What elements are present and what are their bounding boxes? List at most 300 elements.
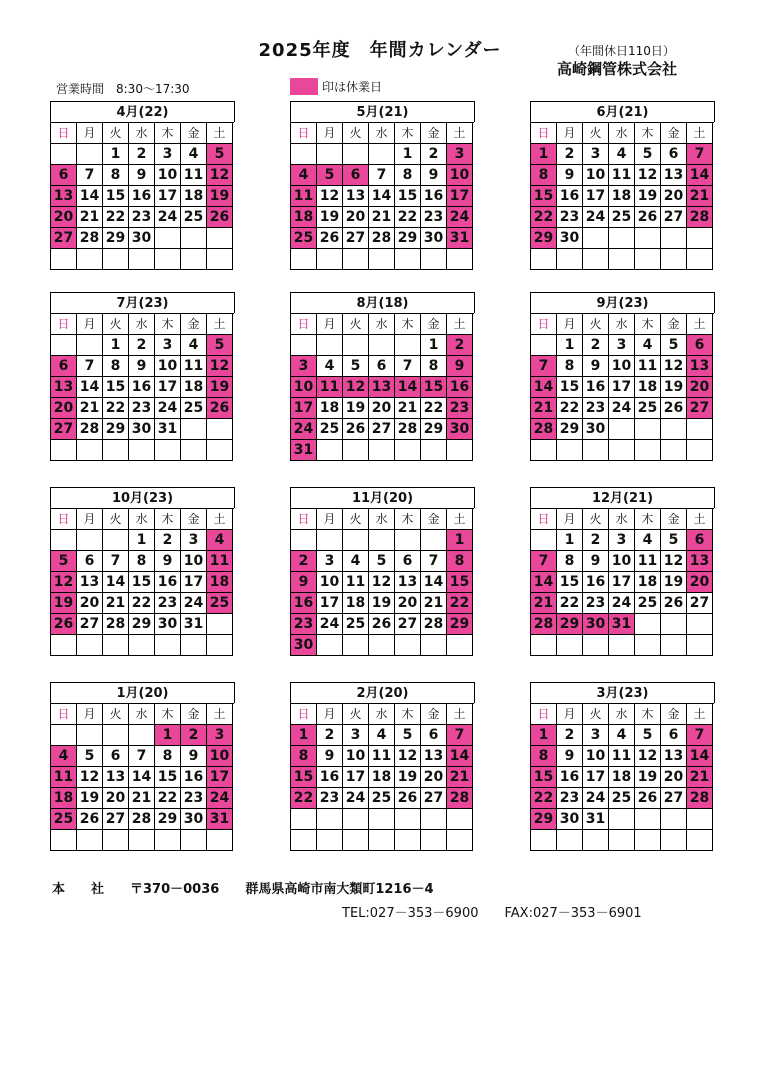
day-cell: 9 — [447, 356, 473, 377]
weekday-header: 火 — [583, 509, 609, 530]
weekday-header: 金 — [181, 509, 207, 530]
month-calendar — [530, 292, 715, 461]
weekday-header: 日 — [291, 314, 317, 335]
day-cell: 11 — [181, 165, 207, 186]
weekday-header: 水 — [129, 123, 155, 144]
empty-cell — [661, 614, 687, 635]
weekday-header: 土 — [447, 704, 473, 725]
day-cell: 4 — [207, 530, 233, 551]
weekday-header: 日 — [531, 123, 557, 144]
day-cell: 11 — [51, 767, 77, 788]
day-cell: 8 — [155, 746, 181, 767]
empty-cell — [291, 249, 317, 270]
weekday-header: 木 — [155, 509, 181, 530]
day-cell: 28 — [103, 614, 129, 635]
day-cell: 1 — [155, 725, 181, 746]
empty-cell — [395, 249, 421, 270]
day-cell: 4 — [181, 144, 207, 165]
day-cell: 13 — [51, 186, 77, 207]
empty-cell — [661, 228, 687, 249]
day-cell: 5 — [207, 144, 233, 165]
weekday-header: 木 — [635, 314, 661, 335]
day-cell: 9 — [557, 746, 583, 767]
day-cell: 26 — [51, 614, 77, 635]
day-cell: 15 — [447, 572, 473, 593]
month-grid — [50, 122, 234, 270]
day-cell: 4 — [635, 335, 661, 356]
day-cell: 9 — [155, 551, 181, 572]
empty-cell — [51, 530, 77, 551]
empty-cell — [291, 144, 317, 165]
empty-cell — [557, 830, 583, 851]
empty-cell — [103, 249, 129, 270]
empty-cell — [395, 440, 421, 461]
day-cell: 3 — [447, 144, 473, 165]
weekday-header: 土 — [207, 123, 233, 144]
business-hours: 営業時間 8:30～17:30 — [56, 82, 190, 96]
day-cell: 26 — [207, 398, 233, 419]
empty-cell — [557, 249, 583, 270]
day-cell: 19 — [395, 767, 421, 788]
day-cell: 8 — [129, 551, 155, 572]
empty-cell — [155, 249, 181, 270]
empty-cell — [635, 440, 661, 461]
empty-cell — [343, 530, 369, 551]
day-cell: 17 — [583, 186, 609, 207]
month-header: 12月(21) — [530, 487, 715, 508]
month-header: 4月(22) — [50, 101, 235, 122]
weekday-header: 月 — [77, 123, 103, 144]
day-cell: 7 — [103, 551, 129, 572]
month-calendar — [50, 101, 235, 270]
day-cell: 4 — [291, 165, 317, 186]
footer-contact: TEL:027－353－6900 FAX:027－353－6901 — [342, 906, 642, 921]
weekday-header: 月 — [317, 704, 343, 725]
day-cell: 16 — [557, 186, 583, 207]
day-cell: 24 — [155, 207, 181, 228]
empty-cell — [661, 635, 687, 656]
empty-cell — [343, 635, 369, 656]
day-cell: 16 — [291, 593, 317, 614]
day-cell: 15 — [531, 767, 557, 788]
empty-cell — [609, 635, 635, 656]
day-cell: 30 — [421, 228, 447, 249]
day-cell: 7 — [369, 165, 395, 186]
empty-cell — [395, 635, 421, 656]
weekday-header: 木 — [155, 123, 181, 144]
day-cell: 5 — [77, 746, 103, 767]
day-cell: 27 — [395, 614, 421, 635]
day-cell: 30 — [557, 809, 583, 830]
empty-cell — [583, 249, 609, 270]
day-cell: 18 — [609, 767, 635, 788]
weekday-header: 日 — [291, 123, 317, 144]
day-cell: 16 — [421, 186, 447, 207]
weekday-header: 木 — [155, 704, 181, 725]
empty-cell — [609, 440, 635, 461]
empty-cell — [181, 635, 207, 656]
empty-cell — [369, 530, 395, 551]
day-cell: 17 — [207, 767, 233, 788]
month-grid — [530, 313, 714, 461]
day-cell: 8 — [395, 165, 421, 186]
empty-cell — [103, 830, 129, 851]
day-cell: 12 — [207, 165, 233, 186]
weekday-header: 木 — [395, 509, 421, 530]
day-cell: 22 — [557, 593, 583, 614]
weekday-header: 日 — [51, 314, 77, 335]
weekday-header: 土 — [207, 314, 233, 335]
empty-cell — [155, 635, 181, 656]
month-grid — [290, 313, 474, 461]
day-cell: 29 — [557, 614, 583, 635]
empty-cell — [343, 144, 369, 165]
empty-cell — [583, 440, 609, 461]
empty-cell — [609, 228, 635, 249]
day-cell: 26 — [207, 207, 233, 228]
empty-cell — [51, 249, 77, 270]
weekday-header: 月 — [317, 314, 343, 335]
day-cell: 29 — [155, 809, 181, 830]
day-cell: 29 — [531, 809, 557, 830]
day-cell: 18 — [291, 207, 317, 228]
day-cell: 1 — [103, 144, 129, 165]
day-cell: 25 — [207, 593, 233, 614]
empty-cell — [291, 530, 317, 551]
month-header: 11月(20) — [290, 487, 475, 508]
day-cell: 18 — [343, 593, 369, 614]
day-cell: 7 — [531, 356, 557, 377]
day-cell: 30 — [155, 614, 181, 635]
empty-cell — [129, 635, 155, 656]
day-cell: 25 — [635, 593, 661, 614]
day-cell: 22 — [103, 207, 129, 228]
day-cell: 25 — [181, 398, 207, 419]
day-cell: 15 — [291, 767, 317, 788]
day-cell: 6 — [343, 165, 369, 186]
day-cell: 17 — [155, 377, 181, 398]
day-cell: 22 — [129, 593, 155, 614]
day-cell: 23 — [557, 788, 583, 809]
empty-cell — [661, 440, 687, 461]
day-cell: 9 — [421, 165, 447, 186]
day-cell: 15 — [557, 377, 583, 398]
day-cell: 28 — [421, 614, 447, 635]
weekday-header: 土 — [687, 314, 713, 335]
day-cell: 14 — [395, 377, 421, 398]
day-cell: 1 — [103, 335, 129, 356]
empty-cell — [51, 635, 77, 656]
weekday-header: 火 — [103, 509, 129, 530]
empty-cell — [421, 530, 447, 551]
empty-cell — [343, 830, 369, 851]
day-cell: 20 — [51, 398, 77, 419]
empty-cell — [635, 635, 661, 656]
day-cell: 26 — [317, 228, 343, 249]
empty-cell — [635, 830, 661, 851]
day-cell: 31 — [291, 440, 317, 461]
month-calendar — [290, 101, 475, 270]
month-header: 10月(23) — [50, 487, 235, 508]
day-cell: 19 — [661, 377, 687, 398]
day-cell: 28 — [447, 788, 473, 809]
empty-cell — [51, 335, 77, 356]
day-cell: 15 — [421, 377, 447, 398]
month-grid — [530, 703, 714, 851]
empty-cell — [77, 530, 103, 551]
day-cell: 27 — [421, 788, 447, 809]
day-cell: 12 — [51, 572, 77, 593]
day-cell: 2 — [129, 335, 155, 356]
day-cell: 11 — [207, 551, 233, 572]
day-cell: 29 — [395, 228, 421, 249]
weekday-header: 木 — [635, 509, 661, 530]
empty-cell — [181, 440, 207, 461]
day-cell: 16 — [129, 186, 155, 207]
month-calendar — [530, 682, 715, 851]
empty-cell — [317, 530, 343, 551]
weekday-header: 木 — [395, 123, 421, 144]
day-cell: 5 — [395, 725, 421, 746]
day-cell: 10 — [207, 746, 233, 767]
empty-cell — [155, 440, 181, 461]
day-cell: 8 — [291, 746, 317, 767]
day-cell: 2 — [447, 335, 473, 356]
month-grid — [530, 508, 714, 656]
weekday-header: 金 — [181, 123, 207, 144]
day-cell: 10 — [291, 377, 317, 398]
day-cell: 16 — [155, 572, 181, 593]
empty-cell — [369, 249, 395, 270]
day-cell: 3 — [317, 551, 343, 572]
weekday-header: 土 — [447, 314, 473, 335]
day-cell: 4 — [369, 725, 395, 746]
day-cell: 14 — [687, 746, 713, 767]
day-cell: 4 — [343, 551, 369, 572]
day-cell: 15 — [155, 767, 181, 788]
day-cell: 18 — [635, 572, 661, 593]
page-title: 2025年度 年間カレンダー — [258, 40, 502, 61]
day-cell: 20 — [103, 788, 129, 809]
day-cell: 27 — [661, 207, 687, 228]
day-cell: 28 — [77, 228, 103, 249]
empty-cell — [531, 335, 557, 356]
day-cell: 10 — [447, 165, 473, 186]
day-cell: 1 — [557, 335, 583, 356]
day-cell: 25 — [635, 398, 661, 419]
empty-cell — [531, 530, 557, 551]
weekday-header: 水 — [369, 704, 395, 725]
weekday-header: 月 — [557, 314, 583, 335]
empty-cell — [421, 249, 447, 270]
empty-cell — [395, 335, 421, 356]
day-cell: 28 — [395, 419, 421, 440]
day-cell: 27 — [103, 809, 129, 830]
day-cell: 5 — [207, 335, 233, 356]
day-cell: 22 — [447, 593, 473, 614]
weekday-header: 日 — [51, 123, 77, 144]
weekday-header: 木 — [635, 123, 661, 144]
day-cell: 15 — [103, 186, 129, 207]
day-cell: 15 — [531, 186, 557, 207]
day-cell: 26 — [635, 788, 661, 809]
empty-cell — [609, 419, 635, 440]
day-cell: 17 — [181, 572, 207, 593]
day-cell: 31 — [155, 419, 181, 440]
empty-cell — [661, 249, 687, 270]
day-cell: 27 — [51, 228, 77, 249]
day-cell: 27 — [687, 593, 713, 614]
day-cell: 6 — [687, 335, 713, 356]
empty-cell — [687, 830, 713, 851]
day-cell: 22 — [531, 788, 557, 809]
day-cell: 25 — [609, 788, 635, 809]
day-cell: 13 — [421, 746, 447, 767]
day-cell: 6 — [51, 165, 77, 186]
day-cell: 27 — [369, 419, 395, 440]
weekday-header: 木 — [635, 704, 661, 725]
day-cell: 30 — [583, 419, 609, 440]
empty-cell — [609, 809, 635, 830]
day-cell: 23 — [583, 398, 609, 419]
day-cell: 9 — [129, 356, 155, 377]
day-cell: 8 — [557, 551, 583, 572]
day-cell: 26 — [661, 593, 687, 614]
day-cell: 11 — [317, 377, 343, 398]
day-cell: 14 — [103, 572, 129, 593]
day-cell: 2 — [129, 144, 155, 165]
empty-cell — [531, 635, 557, 656]
day-cell: 3 — [291, 356, 317, 377]
weekday-header: 火 — [103, 123, 129, 144]
weekday-header: 月 — [77, 314, 103, 335]
weekday-header: 火 — [343, 314, 369, 335]
day-cell: 31 — [181, 614, 207, 635]
day-cell: 3 — [181, 530, 207, 551]
day-cell: 19 — [51, 593, 77, 614]
day-cell: 14 — [129, 767, 155, 788]
empty-cell — [51, 830, 77, 851]
day-cell: 19 — [207, 186, 233, 207]
day-cell: 4 — [317, 356, 343, 377]
day-cell: 10 — [343, 746, 369, 767]
empty-cell — [447, 809, 473, 830]
day-cell: 16 — [583, 572, 609, 593]
empty-cell — [129, 725, 155, 746]
weekday-header: 木 — [155, 314, 181, 335]
day-cell: 30 — [129, 419, 155, 440]
weekday-header: 金 — [421, 704, 447, 725]
weekday-header: 金 — [181, 704, 207, 725]
day-cell: 31 — [609, 614, 635, 635]
day-cell: 14 — [687, 165, 713, 186]
day-cell: 20 — [343, 207, 369, 228]
legend-swatch — [290, 78, 318, 95]
empty-cell — [129, 830, 155, 851]
empty-cell — [687, 440, 713, 461]
empty-cell — [343, 440, 369, 461]
day-cell: 12 — [661, 551, 687, 572]
empty-cell — [557, 440, 583, 461]
day-cell: 21 — [447, 767, 473, 788]
day-cell: 30 — [291, 635, 317, 656]
day-cell: 10 — [155, 165, 181, 186]
weekday-header: 火 — [583, 314, 609, 335]
day-cell: 7 — [421, 551, 447, 572]
empty-cell — [687, 614, 713, 635]
day-cell: 24 — [583, 788, 609, 809]
day-cell: 7 — [129, 746, 155, 767]
empty-cell — [207, 830, 233, 851]
empty-cell — [317, 440, 343, 461]
weekday-header: 水 — [609, 704, 635, 725]
day-cell: 18 — [635, 377, 661, 398]
day-cell: 19 — [369, 593, 395, 614]
day-cell: 28 — [129, 809, 155, 830]
day-cell: 28 — [77, 419, 103, 440]
weekday-header: 火 — [583, 123, 609, 144]
day-cell: 5 — [635, 725, 661, 746]
day-cell: 11 — [609, 165, 635, 186]
month-calendar — [50, 292, 235, 461]
month-header: 5月(21) — [290, 101, 475, 122]
weekday-header: 月 — [557, 123, 583, 144]
day-cell: 14 — [77, 377, 103, 398]
day-cell: 21 — [129, 788, 155, 809]
day-cell: 21 — [531, 398, 557, 419]
day-cell: 3 — [583, 725, 609, 746]
day-cell: 7 — [531, 551, 557, 572]
empty-cell — [369, 335, 395, 356]
weekday-header: 月 — [557, 704, 583, 725]
day-cell: 10 — [155, 356, 181, 377]
empty-cell — [103, 440, 129, 461]
day-cell: 18 — [369, 767, 395, 788]
weekday-header: 月 — [557, 509, 583, 530]
day-cell: 7 — [687, 725, 713, 746]
day-cell: 15 — [557, 572, 583, 593]
empty-cell — [583, 635, 609, 656]
day-cell: 23 — [557, 207, 583, 228]
day-cell: 20 — [51, 207, 77, 228]
day-cell: 14 — [369, 186, 395, 207]
weekday-header: 水 — [609, 123, 635, 144]
day-cell: 4 — [635, 530, 661, 551]
day-cell: 11 — [291, 186, 317, 207]
day-cell: 28 — [531, 614, 557, 635]
day-cell: 24 — [609, 398, 635, 419]
weekday-header: 水 — [369, 314, 395, 335]
day-cell: 23 — [421, 207, 447, 228]
empty-cell — [447, 830, 473, 851]
day-cell: 5 — [317, 165, 343, 186]
empty-cell — [181, 830, 207, 851]
weekday-header: 金 — [661, 123, 687, 144]
day-cell: 12 — [395, 746, 421, 767]
empty-cell — [369, 440, 395, 461]
empty-cell — [291, 335, 317, 356]
weekday-header: 日 — [531, 509, 557, 530]
weekday-header: 金 — [661, 509, 687, 530]
weekday-header: 月 — [317, 509, 343, 530]
day-cell: 26 — [369, 614, 395, 635]
day-cell: 21 — [421, 593, 447, 614]
day-cell: 2 — [181, 725, 207, 746]
day-cell: 26 — [395, 788, 421, 809]
month-header: 6月(21) — [530, 101, 715, 122]
weekday-header: 土 — [447, 123, 473, 144]
empty-cell — [317, 830, 343, 851]
